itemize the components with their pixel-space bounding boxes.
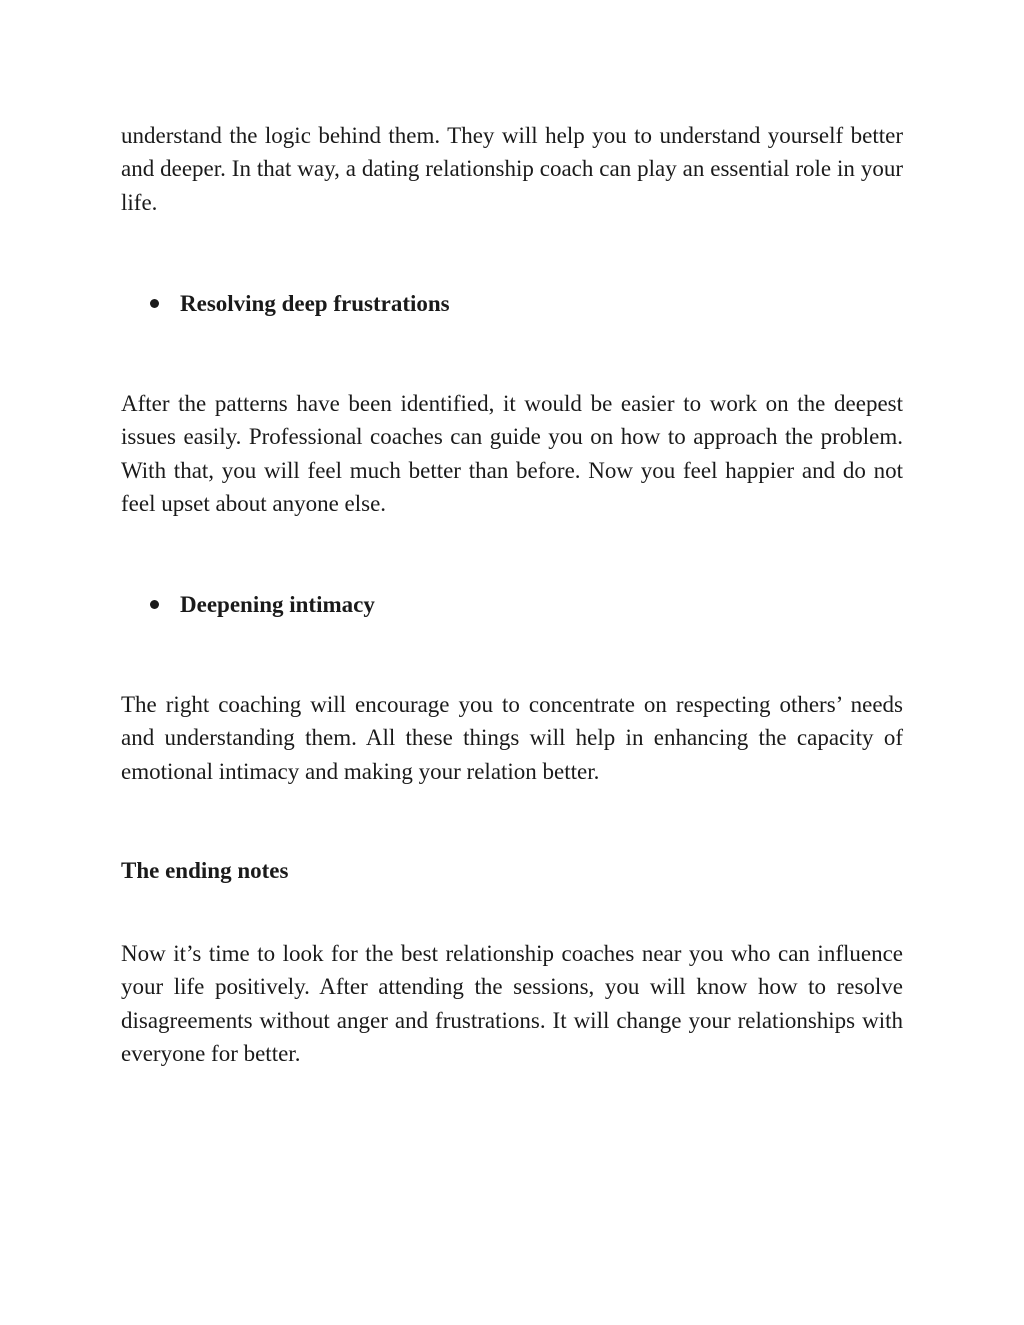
paragraph-resolving: After the patterns have been identified, it would be easier to work on the deepest issues easily. Professional coaches can guide you on how to approach the problem. With that, you will feel much better than before. Now you feel happier and do not feel upset about anyone else. (121, 391, 903, 516)
section-heading-ending: The ending notes (121, 858, 289, 883)
intro-paragraph: understand the logic behind them. They will help you to understand yourself better and deeper. In that way, a dating relationship coach can play an essential role in your life. (121, 123, 903, 215)
bullet-dot-icon (150, 299, 159, 308)
bullet-dot-icon (150, 600, 159, 609)
bullet-label-resolving: Resolving deep frustrations (180, 290, 450, 316)
paragraph-intimacy: The right coaching will encourage you to concentrate on respecting others’ needs and understanding them. All these things will help in enhancing the capacity of emotional intimacy and making your relation better. (121, 692, 903, 784)
bullet-item-intimacy (150, 588, 375, 621)
bullet-label-intimacy: Deepening intimacy (180, 591, 375, 617)
bullet-item-resolving (150, 287, 450, 320)
paragraph-ending: Now it’s time to look for the best relationship coaches near you who can influence your life positively. After attending the sessions, you will know how to resolve disagreements without anger and frustrations. It will change your relationships with everyone for better. (121, 941, 903, 1066)
